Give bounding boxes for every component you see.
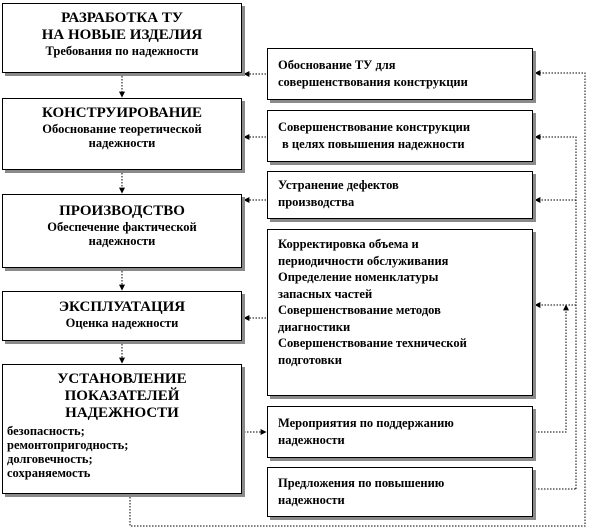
block-text-line: Определение номенклатуры	[278, 270, 439, 284]
block-subtitle-line: Обеспечение фактической	[47, 219, 197, 234]
block-text-line: в целях повышения надежности	[282, 136, 465, 151]
block-subtitle-line: Требования по надежности	[45, 43, 199, 58]
block-text-line: Совершенствование конструкции	[278, 120, 471, 134]
block-title-line: НАДЕЖНОСТИ	[65, 404, 179, 421]
block-production	[2, 194, 242, 268]
block-defect-elimination	[267, 171, 533, 219]
block-text-line: надежности	[278, 432, 345, 447]
block-text-line: диагностики	[278, 319, 351, 334]
block-title-line: РАЗРАБОТКА ТУ	[61, 10, 183, 26]
block-text-line: запасных частей	[278, 286, 373, 301]
block-text-line: Предложения по повышению	[278, 476, 445, 490]
block-spec-justification	[267, 48, 533, 100]
block-design-spec	[2, 3, 242, 73]
block-text-line: Корректировка объема и	[278, 237, 419, 251]
block-subtitle-line: Обоснование теоретической	[42, 121, 202, 136]
block-title-line: КОНСТРУИРОВАНИЕ	[41, 105, 203, 121]
block-text-line: совершенствования конструкции	[278, 74, 468, 89]
block-subtitle-line: надежности	[88, 135, 156, 150]
indicator-item: безопасность;	[7, 424, 85, 439]
feedback-loop-2	[535, 137, 576, 489]
indicator-item: сохраняемость	[7, 466, 91, 481]
block-design-improvement	[267, 110, 533, 162]
block-title-line: НА НОВЫЕ ИЗДЕЛИЯ	[41, 26, 203, 43]
indicators-list	[3, 424, 241, 480]
block-subtitle-line: Оценка надежности	[65, 315, 179, 330]
block-text-line: надежности	[278, 492, 345, 507]
block-construction	[2, 98, 242, 170]
block-subtitle-line: надежности	[88, 233, 156, 248]
block-text-line: Совершенствование методов	[278, 303, 441, 317]
block-title-line: УСТАНОВЛЕНИЕ	[57, 371, 187, 387]
block-text-line: Устранение дефектов	[278, 178, 399, 192]
indicator-item: долговечность;	[7, 452, 93, 467]
block-reliability-support	[267, 406, 533, 458]
block-title-line: ПРОИЗВОДСТВО	[59, 203, 185, 219]
block-text-line: Мероприятия по поддержанию	[278, 416, 454, 430]
block-text-line: подготовки	[278, 352, 342, 367]
feedback-loop-6	[535, 305, 566, 432]
block-text-line: Обоснование ТУ для	[278, 58, 396, 72]
block-text-line: периодичности обслуживания	[278, 253, 449, 268]
indicator-item: ремонтопригодность;	[7, 438, 129, 453]
block-text-line: производства	[278, 194, 355, 209]
block-title-line: ПОКАЗАТЕЛЕЙ	[64, 387, 180, 404]
block-improvement-proposals	[267, 467, 533, 517]
block-title-line: ЭКСПЛУАТАЦИЯ	[58, 299, 186, 315]
block-text-line: Совершенствование технической	[278, 336, 467, 350]
block-operation	[2, 291, 242, 341]
block-reliability-indicators	[2, 364, 242, 494]
block-maintenance-measures	[267, 229, 533, 396]
